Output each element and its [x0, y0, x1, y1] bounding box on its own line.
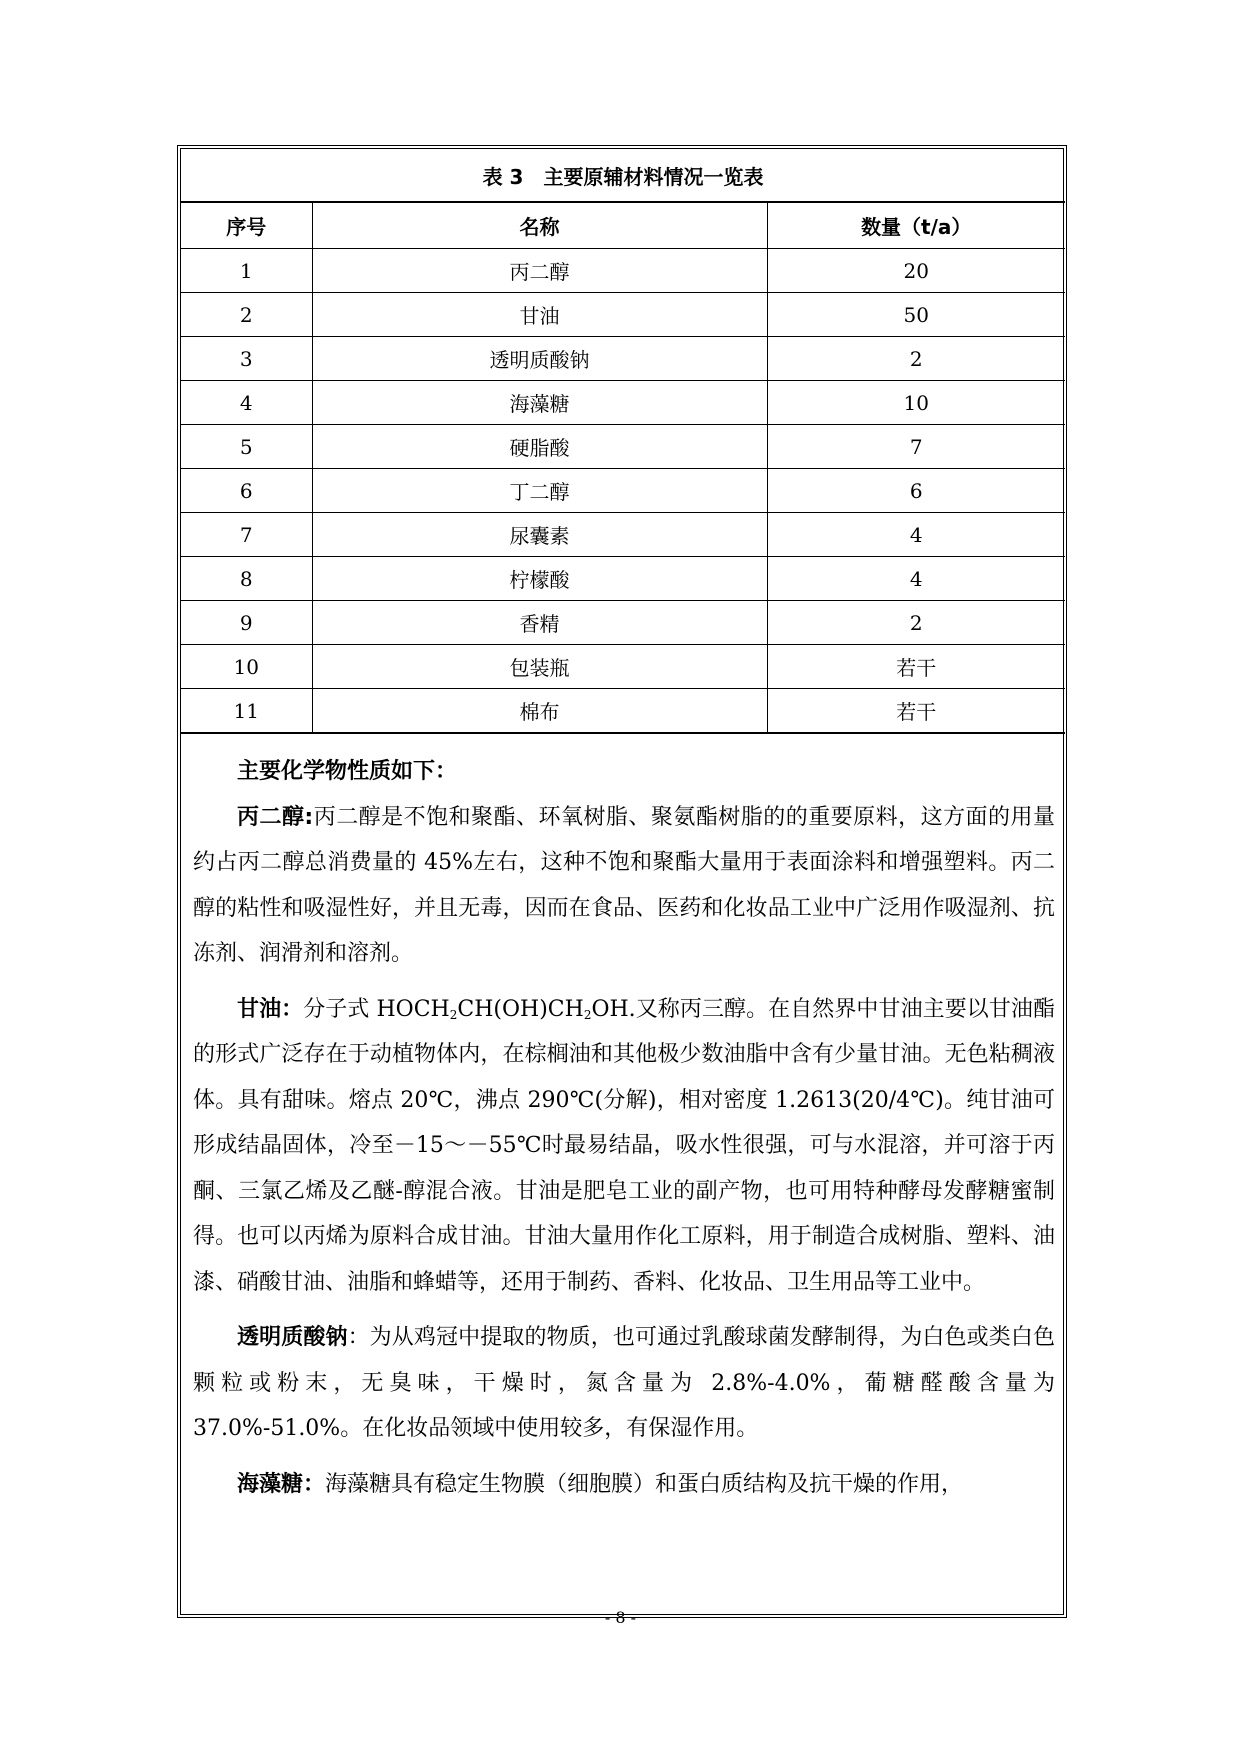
cell-name: 包装瓶	[312, 645, 767, 689]
cell-quantity: 7	[767, 425, 1065, 469]
table-row	[181, 601, 1065, 645]
header-name: 名称	[312, 202, 767, 249]
table-row	[181, 469, 1065, 513]
term-sodium-hyaluronate: 透明质酸钠	[237, 1325, 348, 1350]
text-propylene-glycol: 丙二醇是不饱和聚酯、环氧树脂、聚氨酯树脂的的重要原料，这方面的用量约占丙二醇总消费量的 45%左右，这种不饱和聚酯大量用于表面涂料和增强塑料。丙二醇的粘性和吸湿性好，并且无毒，因而在食品、医药和化妆品工业中广泛用作吸湿剂、抗冻剂、润滑剂和溶剂。	[193, 804, 1055, 966]
cell-name: 尿囊素	[312, 513, 767, 557]
header-quantity: 数量（t/a）	[767, 202, 1065, 249]
text-trehalose: 海藻糖具有稳定生物膜（细胞膜）和蛋白质结构及抗干燥的作用，	[325, 1471, 964, 1497]
term-trehalose: 海藻糖：	[237, 1471, 326, 1497]
chemical-properties-section	[193, 749, 1055, 1507]
cell-index: 7	[181, 513, 312, 557]
cell-quantity: 4	[767, 513, 1065, 557]
subscript: 2	[583, 1007, 592, 1022]
cell-quantity: 2	[767, 601, 1065, 645]
cell-name: 海藻糖	[312, 381, 767, 425]
text-glycerol-post: OH.又称丙三醇。在自然界中甘油主要以甘油酯的形式广泛存在于动植物体内，在棕榈油和其他极少数油脂中含有少量甘油。无色粘稠液体。具有甜味。熔点 20℃，沸点 290℃(分解)，相对密度 1.2613(20/4℃)。纯甘油可形成结晶固体，冷至－15～－55℃时最易结晶，吸水性很强，可与水混溶，并可溶于丙酮、三氯乙烯及乙醚-醇混合液。甘油是肥皂工业的副产物，也可用特种酵母发酵糖蜜制得。也可以丙烯为原料合成甘油。甘油大量用作化工原料，用于制造合成树脂、塑料、油漆、硝酸甘油、油脂和蜂蜡等，还用于制药、香料、化妆品、卫生用品等工业中。	[193, 996, 1055, 1295]
table-row	[181, 381, 1065, 425]
text-glycerol-pre: 分子式 HOCH	[303, 996, 450, 1022]
cell-quantity: 2	[767, 337, 1065, 381]
cell-index: 4	[181, 381, 312, 425]
term-propylene-glycol: 丙二醇:	[237, 804, 314, 830]
cell-name: 透明质酸钠	[312, 337, 767, 381]
cell-name: 柠檬酸	[312, 557, 767, 601]
text-sodium-hyaluronate: ：为从鸡冠中提取的物质，也可通过乳酸球菌发酵制得，为白色或类白色颗粒或粉末，无臭味，干燥时，氮含量为 2.8%-4.0%，葡糖醛酸含量为 37.0%-51.0%。在化妆品领域中使用较多，有保湿作用。	[193, 1325, 1055, 1441]
page-frame	[177, 145, 1067, 1618]
table-row	[181, 645, 1065, 689]
cell-name: 丁二醇	[312, 469, 767, 513]
cell-index: 8	[181, 557, 312, 601]
section-heading-text: 主要化学物性质如下：	[237, 759, 458, 784]
cell-quantity: 10	[767, 381, 1065, 425]
cell-quantity: 4	[767, 557, 1065, 601]
table-row	[181, 689, 1065, 734]
table-row	[181, 249, 1065, 293]
paragraph-trehalose	[193, 1462, 1055, 1508]
cell-name: 硬脂酸	[312, 425, 767, 469]
cell-index: 2	[181, 293, 312, 337]
table-row	[181, 293, 1065, 337]
table-row	[181, 425, 1065, 469]
cell-name: 棉布	[312, 689, 767, 734]
cell-quantity: 20	[767, 249, 1065, 293]
cell-quantity: 若干	[767, 689, 1065, 734]
cell-quantity: 6	[767, 469, 1065, 513]
term-glycerol: 甘油：	[237, 996, 304, 1022]
subscript: 2	[449, 1007, 458, 1022]
cell-name: 香精	[312, 601, 767, 645]
cell-index: 11	[181, 689, 312, 734]
cell-index: 9	[181, 601, 312, 645]
cell-index: 10	[181, 645, 312, 689]
cell-index: 5	[181, 425, 312, 469]
materials-table	[181, 149, 1065, 734]
paragraph-glycerol	[193, 987, 1055, 1306]
text-glycerol-mid: CH(OH)CH	[457, 996, 584, 1022]
page-frame-inner	[180, 148, 1064, 1615]
cell-index: 1	[181, 249, 312, 293]
table-header-row	[181, 202, 1065, 249]
header-index: 序号	[181, 202, 312, 249]
table-row	[181, 337, 1065, 381]
cell-quantity: 50	[767, 293, 1065, 337]
cell-quantity: 若干	[767, 645, 1065, 689]
table-row	[181, 557, 1065, 601]
page-number: - 8 -	[604, 1608, 637, 1627]
paragraph-propylene-glycol	[193, 795, 1055, 977]
table-row	[181, 513, 1065, 557]
cell-name: 丙二醇	[312, 249, 767, 293]
paragraph-sodium-hyaluronate	[193, 1315, 1055, 1452]
section-heading	[193, 749, 1055, 795]
cell-index: 6	[181, 469, 312, 513]
cell-index: 3	[181, 337, 312, 381]
table-caption: 表 3 主要原辅材料情况一览表	[181, 149, 1065, 202]
cell-name: 甘油	[312, 293, 767, 337]
